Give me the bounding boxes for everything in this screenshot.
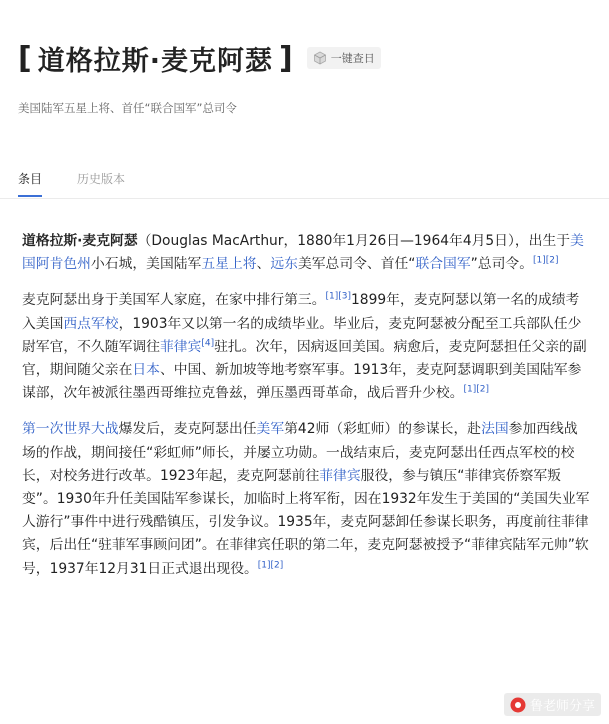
text-span: 服役，参与镇压“菲律宾侨察军叛变”。1930年升任美国陆军参谋长，加临时上将军衔，因在1932年发生于美国的“美国失业军人游行”事件中进行残酷镇压，引发争议。1935年，麦克阿瑟卸任参谋长职务，再度前往菲律宾，后出任“驻菲军事顾问团”。在菲律宾任职的第二年，麦克阿瑟被授予“菲律宾陆军元帅”软号，1937年12月31日正式退出现役。 [22, 467, 590, 577]
text-span: 麦克阿瑟出身于美国军人家庭，在家中排行第三。 [22, 292, 326, 309]
title-bracket-right: ] [278, 40, 293, 76]
text-span: 、中国、新加坡等地考察军事。1913年，麦克阿瑟调职到美国陆军参谋部，次年被派往墨西哥维拉克鲁兹，弹压墨西哥革命，战后晋升少校。 [22, 362, 582, 402]
tab-bar [18, 170, 160, 197]
page-title: 道格拉斯·麦克阿瑟 [37, 45, 273, 77]
reference-link[interactable]: [1][2] [463, 384, 489, 395]
link-world-war-one[interactable]: 第一次世界大战 [22, 421, 119, 438]
link-france[interactable]: 法国 [481, 421, 509, 438]
reference-link[interactable]: [1][2] [257, 560, 284, 571]
text-span: 、 [256, 256, 271, 273]
title-bracket-left: [ [18, 40, 32, 76]
text-span: 小石城，美国陆军 [90, 256, 202, 273]
page-subtitle: 美国陆军五星上将、首任“联合国军”总司令 [18, 101, 237, 115]
link-philippines[interactable]: 菲律宾 [159, 338, 202, 355]
paragraph-career [22, 418, 590, 580]
text-span: 参加西线战场的作战，期间接任“彩虹师”师长，并屡立功勋。一战结束后，麦克阿瑟出任西点军校的校长，对校务进行改革。1923年起，麦克阿瑟前往 [22, 421, 578, 484]
link-far-east[interactable]: 远东 [270, 256, 298, 273]
watermark-label: 鲁老师分享 [529, 699, 595, 714]
badge-label: 一键查日 [330, 52, 375, 65]
link-un-command[interactable]: 联合国军 [415, 256, 471, 273]
paragraph-intro [22, 230, 590, 276]
paragraph-early-life [22, 289, 590, 405]
tab-history[interactable]: 历史版本 [77, 172, 126, 186]
text-span: 美军总司令、首任“ [297, 256, 416, 273]
link-five-star-general[interactable]: 五星上将 [201, 256, 257, 273]
reference-link[interactable]: [4] [201, 338, 215, 349]
text-span: 驻扎。次年，因病返回美国。病愈后，麦克阿瑟担任父亲的副官，期间随父亲在 [22, 338, 587, 379]
subject-name: 道格拉斯·麦克阿瑟 [22, 233, 138, 249]
watermark [504, 693, 601, 716]
author-logo-icon [510, 697, 526, 713]
quick-view-badge[interactable] [307, 47, 381, 69]
text-span: ，1903年又以第一名的成绩毕业。毕业后，麦克阿瑟被分配至工兵部队任少尉军官，不久随军调往 [22, 315, 582, 355]
link-arkansas[interactable]: 美国阿肯色州 [22, 233, 584, 273]
text-span: ”总司令。 [470, 256, 533, 273]
link-japan[interactable]: 日本 [132, 362, 160, 379]
article-body [22, 230, 590, 594]
tab-entry[interactable]: 条目 [18, 170, 42, 197]
text-span: 爆发后，麦克阿瑟出任 [118, 421, 257, 438]
text-span: 1899年，麦克阿瑟以第一名的成绩考入美国 [22, 292, 580, 332]
reference-link[interactable]: [1][2] [533, 255, 559, 266]
cube-icon [313, 51, 327, 65]
text-span: 第42师（彩虹师）的参谋长，赴 [284, 421, 482, 438]
reference-link[interactable]: [1][3] [325, 291, 352, 302]
tab-divider [0, 198, 609, 199]
text-span: （Douglas MacArthur，1880年1月26日—1964年4月5日），出生于 [137, 233, 571, 249]
title-row [18, 38, 381, 78]
link-west-point[interactable]: 西点军校 [63, 315, 119, 332]
link-us-army[interactable]: 美军 [256, 421, 285, 438]
link-philippines-2[interactable]: 菲律宾 [319, 467, 361, 484]
